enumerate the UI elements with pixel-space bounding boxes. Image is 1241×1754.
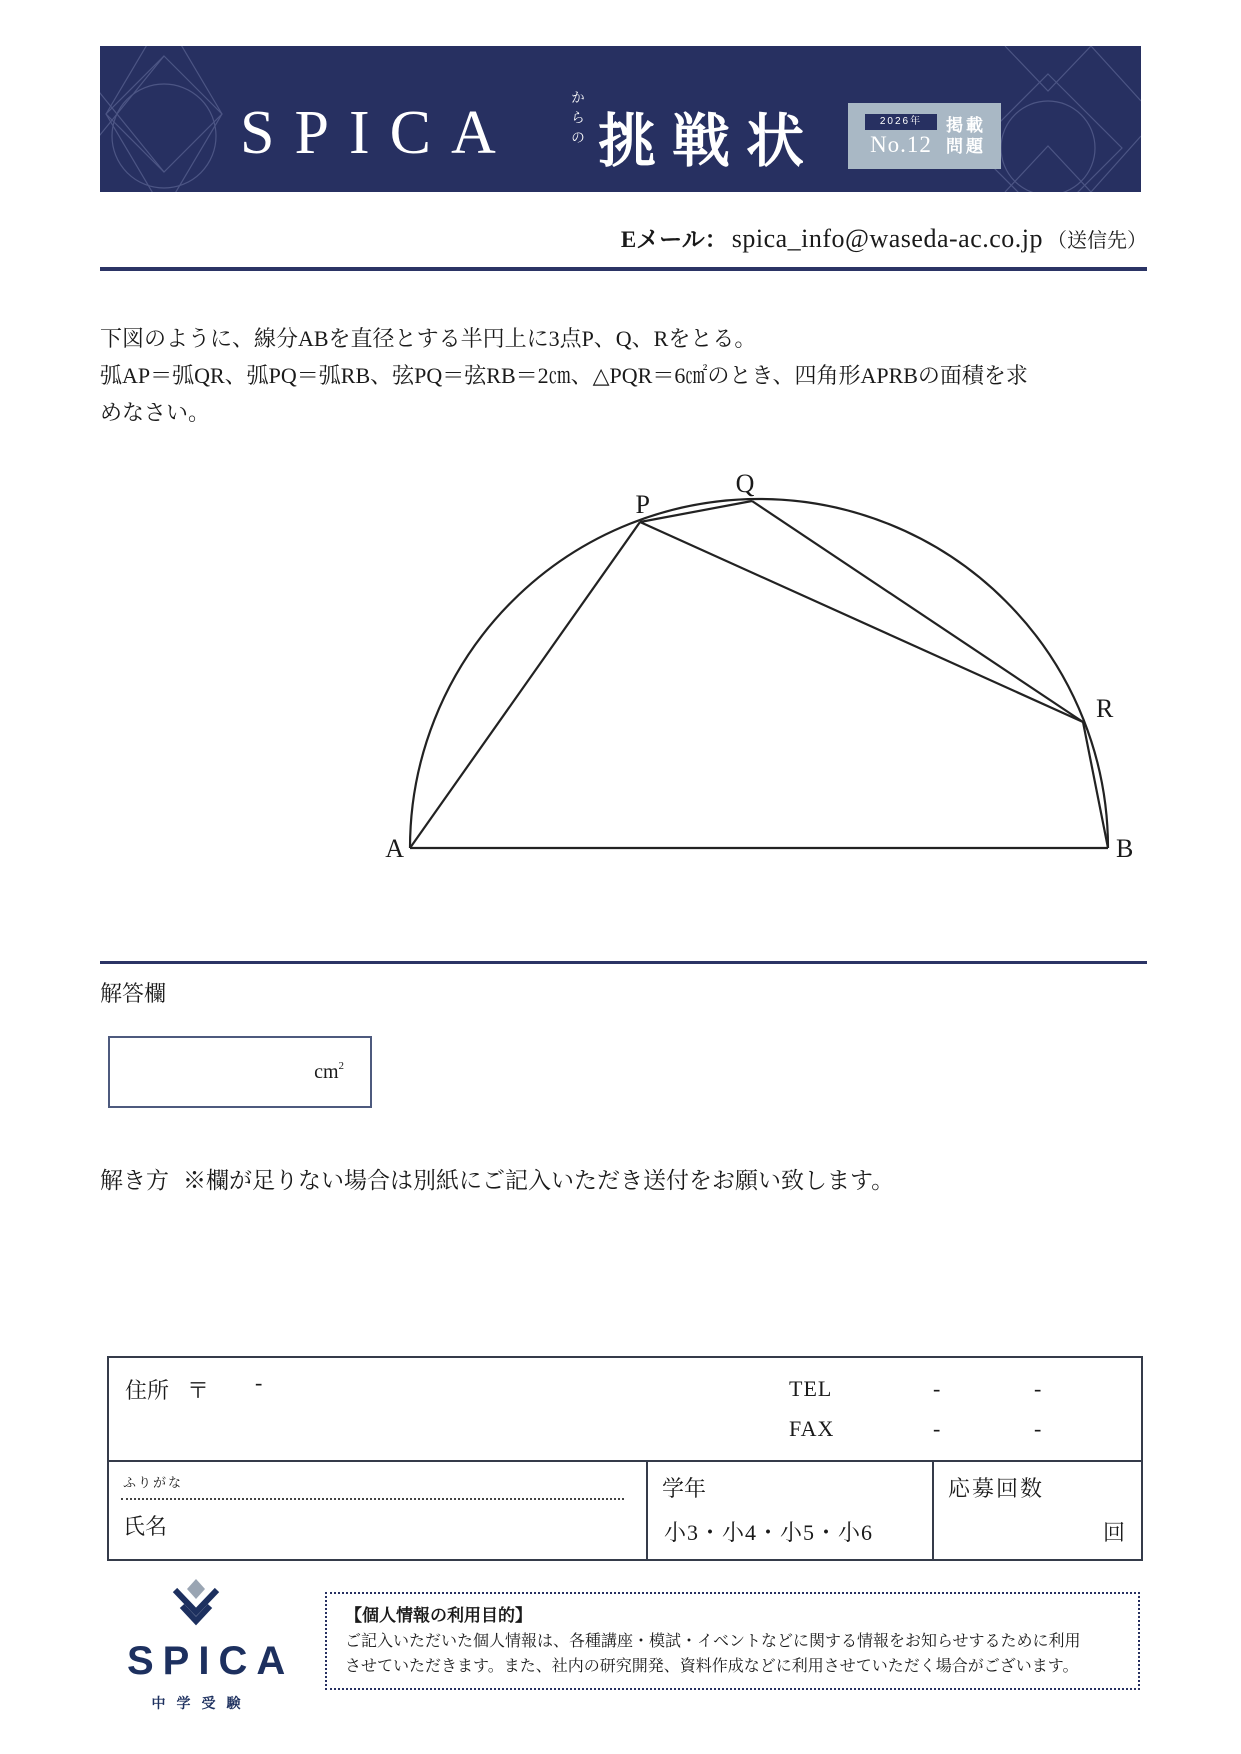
chord-ap	[410, 522, 640, 848]
tel-dash-2: -	[1034, 1376, 1042, 1401]
logo-subtext: 中学受験	[151, 1697, 252, 1712]
furigana-label: ふりがな	[123, 1475, 184, 1490]
answer-unit-base: cm	[314, 1061, 339, 1083]
header-banner	[100, 46, 1141, 192]
point-label-q: Q	[735, 469, 755, 498]
problem-line-3: めなさい。	[100, 400, 211, 425]
grade-options[interactable]: 小3・小4・小5・小6	[664, 1520, 874, 1545]
point-label-a: A	[385, 834, 404, 863]
footer-logo	[118, 1578, 295, 1713]
logo-text: SPICA	[127, 1639, 295, 1683]
email-line	[100, 221, 1147, 254]
issue-badge	[848, 103, 1001, 169]
postal-dash: -	[255, 1370, 263, 1395]
divider-top	[100, 267, 1147, 271]
banner-title-connector: からの	[569, 90, 584, 150]
issue-label	[946, 115, 986, 157]
banner-title-latin: SPICA	[240, 99, 516, 167]
answer-unit-exponent: 2	[338, 1060, 344, 1072]
answer-section-title: 解答欄	[100, 981, 167, 1006]
problem-line-2: 弧AP＝弧QR、弧PQ＝弧RB、弦PQ＝弦RB＝2㎝、△PQR＝6㎠のとき、四角形APRBの面積を求	[100, 363, 1028, 388]
privacy-title: 【個人情報の利用目的】	[345, 1606, 532, 1625]
solution-label: 解き方	[100, 1168, 169, 1193]
semicircle-arc	[410, 499, 1108, 848]
banner-title-main: 挑戦状	[598, 109, 821, 174]
problem-line-1: 下図のように、線分ABを直径とする半円上に3点P、Q、Rをとる。	[100, 326, 757, 351]
name-grade-row	[109, 1462, 1141, 1559]
tel-dash-1: -	[933, 1376, 941, 1401]
address-label: 住所	[125, 1378, 170, 1403]
chord-rb	[1083, 722, 1108, 848]
privacy-line-1: ご記入いただいた個人情報は、各種講座・模試・イベントなどに関する情報をお知らせするために利用	[345, 1633, 1081, 1650]
solution-line	[100, 1162, 894, 1195]
divider-answer	[100, 961, 1147, 964]
problem-statement	[100, 320, 1200, 431]
email-address[interactable]: spica_info@waseda-ac.co.jp	[731, 224, 1043, 253]
name-label: 氏名	[123, 1514, 168, 1539]
issue-year: 2026年	[865, 114, 937, 130]
name-field-cell[interactable]	[109, 1462, 648, 1559]
fax-dash-2: -	[1034, 1416, 1042, 1441]
privacy-notice-box	[325, 1592, 1140, 1690]
issue-label-line2: 問題	[946, 137, 986, 156]
point-label-p: P	[635, 490, 650, 519]
grade-cell	[648, 1462, 934, 1559]
chord-pr	[640, 522, 1083, 722]
email-note: （送信先）	[1047, 230, 1147, 252]
entry-count-cell[interactable]	[934, 1462, 1141, 1559]
postal-mark: 〒	[187, 1378, 210, 1403]
point-label-b: B	[1116, 834, 1134, 863]
entry-count-label: 応募回数	[948, 1476, 1045, 1501]
issue-number: No.12	[870, 132, 932, 157]
solution-note: ※欄が足りない場合は別紙にご記入いただき送付をお願い致します。	[183, 1168, 895, 1193]
privacy-line-2: させていただきます。また、社内の研究開発、資料作成などに利用させていただく場合がございます。	[345, 1658, 1079, 1675]
issue-label-line1: 掲載	[946, 116, 986, 135]
fax-dash-1: -	[933, 1416, 941, 1441]
chord-pq	[640, 501, 752, 522]
tel-label: TEL	[789, 1376, 833, 1401]
fax-label: FAX	[789, 1416, 835, 1441]
chord-qr	[752, 501, 1083, 722]
entry-count-unit: 回	[1102, 1520, 1125, 1545]
entry-form-table	[107, 1356, 1143, 1561]
spica-logo-mark-icon	[165, 1578, 227, 1632]
grade-label: 学年	[662, 1476, 707, 1501]
issue-badge-left	[858, 114, 944, 158]
email-label: Eメール：	[620, 227, 728, 252]
point-label-r: R	[1096, 694, 1114, 723]
furigana-divider	[121, 1498, 624, 1500]
answer-input-box[interactable]	[108, 1036, 372, 1108]
address-row[interactable]	[109, 1358, 1141, 1462]
answer-unit	[314, 1060, 344, 1084]
